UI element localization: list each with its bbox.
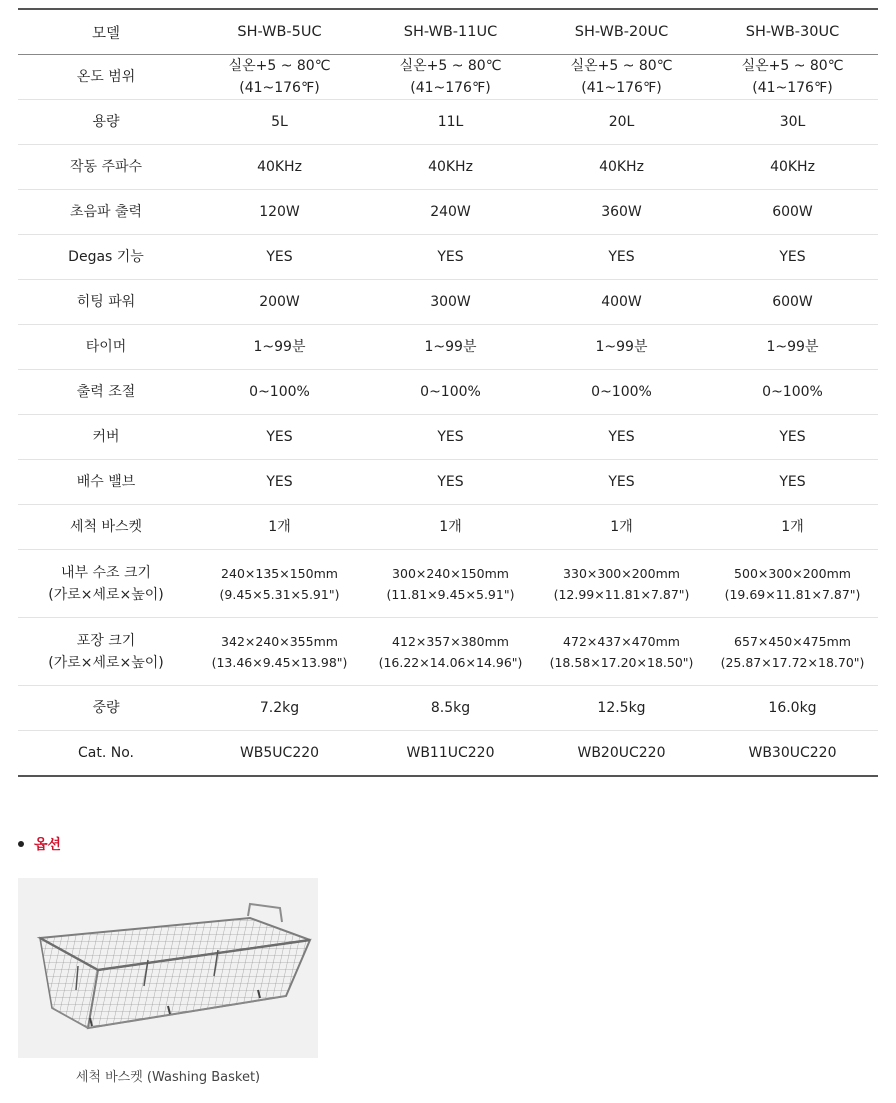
spec-cell-line: YES xyxy=(266,429,293,445)
spec-row-label xyxy=(18,145,194,190)
spec-cell-line: YES xyxy=(779,429,806,445)
spec-cell-line: YES xyxy=(437,429,464,445)
spec-cell-line: 1~99분 xyxy=(253,339,306,355)
spec-cell-line: 1~99분 xyxy=(595,339,648,355)
spec-row-label-line: Cat. No. xyxy=(78,744,134,761)
spec-row xyxy=(18,731,878,776)
spec-cell xyxy=(365,55,536,100)
header-model-name: SH-WB-11UC xyxy=(365,9,536,55)
spec-row xyxy=(18,100,878,145)
spec-cell-line: 30L xyxy=(779,114,806,130)
spec-row-label xyxy=(18,325,194,370)
spec-cell xyxy=(536,145,707,190)
spec-cell-line: (41~176℉) xyxy=(239,80,320,96)
spec-cell-line: 342×240×355mm xyxy=(221,633,338,649)
spec-cell-line: YES xyxy=(608,474,635,490)
spec-cell xyxy=(536,460,707,505)
spec-cell xyxy=(707,100,878,145)
option-section xyxy=(18,832,61,856)
spec-table xyxy=(18,8,878,777)
spec-cell-line: (19.69×11.81×7.87") xyxy=(724,586,861,602)
spec-cell xyxy=(707,505,878,550)
spec-row xyxy=(18,235,878,280)
spec-cell xyxy=(365,145,536,190)
spec-cell-line: YES xyxy=(779,474,806,490)
spec-cell-line: 1~99분 xyxy=(424,339,477,355)
spec-cell xyxy=(536,370,707,415)
spec-cell xyxy=(536,190,707,235)
spec-cell-line: 200W xyxy=(259,294,300,310)
spec-cell-line: YES xyxy=(779,249,806,265)
spec-cell xyxy=(365,618,536,686)
spec-cell xyxy=(707,686,878,731)
spec-row-label xyxy=(18,100,194,145)
spec-row xyxy=(18,505,878,550)
spec-row-label-line: 타이머 xyxy=(85,339,127,355)
header-model-name: SH-WB-30UC xyxy=(707,9,878,55)
spec-cell xyxy=(365,190,536,235)
spec-cell-line: YES xyxy=(608,249,635,265)
header-model-name: SH-WB-20UC xyxy=(536,9,707,55)
spec-cell-line: (9.45×5.31×5.91") xyxy=(219,586,340,602)
spec-cell xyxy=(365,100,536,145)
spec-cell xyxy=(365,280,536,325)
spec-row-label-line: 히팅 파워 xyxy=(76,294,136,310)
spec-cell xyxy=(707,325,878,370)
header-row xyxy=(18,9,878,55)
spec-row-label xyxy=(18,415,194,460)
spec-cell-line: 600W xyxy=(772,294,813,310)
spec-row-label-line: 포장 크기 xyxy=(76,632,136,649)
spec-cell-line: (41~176℉) xyxy=(581,80,662,96)
spec-row-label-line: 용량 xyxy=(92,114,120,130)
spec-cell xyxy=(365,505,536,550)
spec-row-label xyxy=(18,370,194,415)
spec-row xyxy=(18,325,878,370)
spec-cell-line: 5L xyxy=(271,114,288,130)
spec-cell-line: (12.99×11.81×7.87") xyxy=(553,586,690,602)
spec-row-label xyxy=(18,235,194,280)
spec-cell-line: 1개 xyxy=(781,519,804,535)
spec-cell xyxy=(707,460,878,505)
spec-cell xyxy=(194,460,365,505)
spec-cell-line: WB11UC220 xyxy=(406,744,495,761)
spec-cell xyxy=(194,686,365,731)
spec-cell-line: 300×240×150mm xyxy=(392,565,509,581)
spec-cell xyxy=(536,550,707,618)
spec-cell-line: 40KHz xyxy=(599,159,644,175)
spec-cell xyxy=(194,505,365,550)
spec-cell-line: 300W xyxy=(430,294,471,310)
spec-row-label-line: 출력 조절 xyxy=(76,384,136,400)
spec-cell xyxy=(707,145,878,190)
spec-cell xyxy=(536,100,707,145)
spec-cell xyxy=(365,415,536,460)
spec-cell xyxy=(194,235,365,280)
spec-cell-line: YES xyxy=(266,249,293,265)
spec-cell-line: 7.2kg xyxy=(259,700,300,716)
spec-cell xyxy=(707,731,878,776)
spec-row xyxy=(18,550,878,618)
spec-row-label-line: 배수 밸브 xyxy=(76,474,136,490)
spec-row-label-line: 커버 xyxy=(92,429,120,445)
spec-row-label xyxy=(18,686,194,731)
spec-cell-line: 412×357×380mm xyxy=(392,633,509,649)
spec-cell xyxy=(536,618,707,686)
spec-cell-line: (41~176℉) xyxy=(410,80,491,96)
spec-cell-line: 실온+5 ~ 80℃ xyxy=(570,58,673,74)
spec-cell xyxy=(707,618,878,686)
spec-row-label xyxy=(18,618,194,686)
spec-cell xyxy=(707,190,878,235)
spec-row xyxy=(18,415,878,460)
header-model-name: SH-WB-5UC xyxy=(194,9,365,55)
spec-cell xyxy=(194,550,365,618)
spec-cell xyxy=(707,415,878,460)
spec-cell-line: 11L xyxy=(437,114,464,130)
spec-cell xyxy=(194,190,365,235)
spec-cell-line: 400W xyxy=(601,294,642,310)
spec-cell xyxy=(536,235,707,280)
spec-cell-line: (13.46×9.45×13.98") xyxy=(211,654,348,670)
spec-cell xyxy=(194,415,365,460)
spec-cell-line: 240W xyxy=(430,204,471,220)
spec-cell-line: WB20UC220 xyxy=(577,744,666,761)
spec-cell-line: 0~100% xyxy=(591,384,652,400)
spec-cell xyxy=(194,370,365,415)
spec-cell xyxy=(194,55,365,100)
spec-row xyxy=(18,145,878,190)
spec-row xyxy=(18,618,878,686)
spec-row xyxy=(18,460,878,505)
spec-cell-line: 1~99분 xyxy=(766,339,819,355)
spec-cell xyxy=(707,370,878,415)
spec-row xyxy=(18,55,878,100)
spec-cell xyxy=(365,370,536,415)
spec-cell xyxy=(536,280,707,325)
spec-row-label xyxy=(18,190,194,235)
spec-table-header xyxy=(18,9,878,55)
spec-row-label xyxy=(18,55,194,100)
spec-cell xyxy=(536,415,707,460)
spec-cell-line: 20L xyxy=(608,114,635,130)
spec-cell-line: WB5UC220 xyxy=(239,744,320,761)
spec-cell-line: 40KHz xyxy=(770,159,815,175)
spec-cell xyxy=(536,55,707,100)
spec-row-label xyxy=(18,460,194,505)
spec-cell xyxy=(365,731,536,776)
spec-cell-line: YES xyxy=(608,429,635,445)
spec-cell-line: 330×300×200mm xyxy=(563,565,680,581)
spec-row-label-line: 세척 바스켓 xyxy=(69,519,143,535)
spec-cell xyxy=(194,731,365,776)
spec-cell xyxy=(707,550,878,618)
spec-cell-line: 8.5kg xyxy=(430,700,471,716)
spec-cell-line: 0~100% xyxy=(762,384,823,400)
spec-table-body xyxy=(18,55,878,776)
spec-cell xyxy=(194,325,365,370)
spec-cell xyxy=(194,280,365,325)
spec-cell-line: 240×135×150mm xyxy=(221,565,338,581)
spec-cell xyxy=(536,505,707,550)
spec-cell-line: 실온+5 ~ 80℃ xyxy=(741,58,844,74)
spec-cell xyxy=(536,731,707,776)
spec-cell-line: (41~176℉) xyxy=(752,80,833,96)
header-model-label: 모델 xyxy=(18,9,194,55)
spec-cell xyxy=(194,145,365,190)
spec-cell-line: 0~100% xyxy=(420,384,481,400)
spec-cell-line: WB30UC220 xyxy=(748,744,837,761)
spec-cell-line: 1개 xyxy=(268,519,291,535)
spec-cell-line: (16.22×14.06×14.96") xyxy=(378,654,523,670)
spec-cell-line: YES xyxy=(266,474,293,490)
spec-row-label-line: 내부 수조 크기 xyxy=(60,564,152,581)
spec-cell xyxy=(707,55,878,100)
option-label: 옵션 xyxy=(34,837,62,853)
spec-cell-line: 360W xyxy=(601,204,642,220)
spec-row-label-line: (가로×세로×높이) xyxy=(48,586,164,603)
washing-basket-caption: 세척 바스켓 (Washing Basket) xyxy=(75,1070,261,1085)
spec-cell xyxy=(365,325,536,370)
spec-cell-line: 1개 xyxy=(439,519,462,535)
spec-cell xyxy=(536,686,707,731)
spec-row xyxy=(18,686,878,731)
spec-cell-line: 500×300×200mm xyxy=(734,565,851,581)
spec-cell-line: 16.0kg xyxy=(768,700,817,716)
spec-cell xyxy=(365,686,536,731)
spec-row xyxy=(18,280,878,325)
washing-basket-icon xyxy=(18,878,318,1058)
spec-cell xyxy=(194,100,365,145)
spec-cell xyxy=(536,325,707,370)
spec-cell-line: 0~100% xyxy=(249,384,310,400)
spec-row-label-line: (가로×세로×높이) xyxy=(48,654,164,671)
spec-row-label-line: Degas 기능 xyxy=(68,249,144,265)
spec-row xyxy=(18,370,878,415)
spec-row-label-line: 초음파 출력 xyxy=(69,204,143,220)
spec-cell-line: 120W xyxy=(259,204,300,220)
spec-cell-line: YES xyxy=(437,249,464,265)
spec-cell xyxy=(365,550,536,618)
spec-cell-line: 472×437×470mm xyxy=(563,633,680,649)
spec-cell-line: 40KHz xyxy=(428,159,473,175)
spec-cell-line: 657×450×475mm xyxy=(734,633,851,649)
spec-cell-line: 실온+5 ~ 80℃ xyxy=(228,58,331,74)
spec-cell xyxy=(194,618,365,686)
spec-cell-line: 40KHz xyxy=(257,159,302,175)
spec-row-label xyxy=(18,505,194,550)
spec-cell-line: (18.58×17.20×18.50") xyxy=(549,654,694,670)
spec-cell-line: 1개 xyxy=(610,519,633,535)
spec-row xyxy=(18,190,878,235)
bullet-icon xyxy=(18,841,24,847)
spec-row-label-line: 작동 주파수 xyxy=(69,159,143,175)
washing-basket-image xyxy=(18,878,318,1058)
spec-cell-line: 600W xyxy=(772,204,813,220)
spec-cell xyxy=(707,280,878,325)
spec-cell xyxy=(365,235,536,280)
spec-cell-line: 실온+5 ~ 80℃ xyxy=(399,58,502,74)
spec-cell xyxy=(707,235,878,280)
spec-row-label xyxy=(18,550,194,618)
spec-row-label xyxy=(18,280,194,325)
spec-cell-line: 12.5kg xyxy=(597,700,646,716)
spec-row-label xyxy=(18,731,194,776)
spec-cell-line: (11.81×9.45×5.91") xyxy=(386,586,515,602)
spec-row-label-line: 중량 xyxy=(92,700,120,716)
spec-cell xyxy=(365,460,536,505)
spec-cell-line: YES xyxy=(437,474,464,490)
spec-row-label-line: 온도 범위 xyxy=(76,69,136,85)
spec-cell-line: (25.87×17.72×18.70") xyxy=(720,654,865,670)
